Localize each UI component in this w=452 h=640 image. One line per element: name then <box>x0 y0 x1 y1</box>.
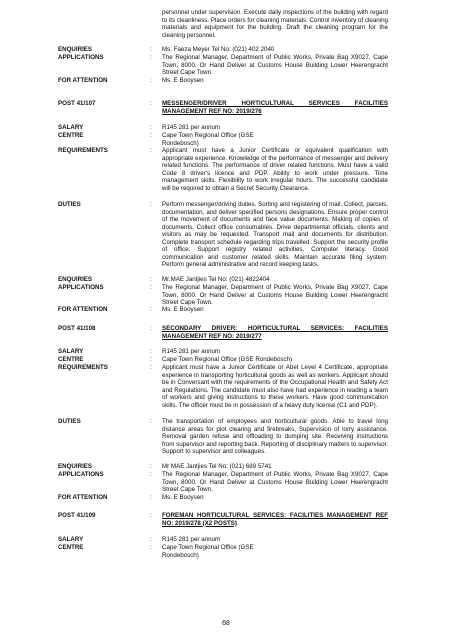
post-id: POST 41/108 <box>58 325 96 332</box>
row-label: DUTIES <box>58 201 81 208</box>
post-title: SECONDARY DRIVER: HORTICULTURAL SERVICES: FACILITIES MANAGEMENT REF NO: 2019/277 <box>162 325 388 340</box>
row-value: Applicant must have a Junior Certificate or Abet Level 4 Certificate, appropriate experience in transporting horticultural goods as well as workers. Applicant should be in Conversant with the requirements of the Occupational Health and Safety Act and Regulations. The candidate must also have had experience in leading a team of workers and giving instructions to these workers. Have good communication skills. The officer must be in possession of a heavy duty license (C1 and PDP). <box>162 364 388 409</box>
row-label: DUTIES <box>58 418 81 425</box>
intro-paragraph: personnel under supervision. Execute daily inspections of the building with regard to its cleanliness. Place orders for cleaning materials. Control inventory of cleaning materials and equipment for the building. Draft the cleaning program for the cleaning personnel. <box>162 9 388 39</box>
row-label: REQUIREMENTS <box>58 364 108 371</box>
row-value: Mr MAE Jantjies Tel No: (021) 689 5741 <box>162 463 272 470</box>
row-label: ENQUIRIES <box>58 46 93 53</box>
row-label: CENTRE <box>58 356 84 363</box>
row-label: CENTRE <box>58 544 84 551</box>
post-id: POST 41/109 <box>58 512 96 519</box>
row-label: APPLICATIONS <box>58 284 104 291</box>
document-page: personnel under supervision. Execute daily inspections of the building with regard to its cleanliness. Place orders for cleaning materials. Control inventory of cleaning materials and equipment for the building. Draft the cleaning program for the cleaning personnel. ENQUIRIES : Ms. Faeza Meyer Tel No: (021) 402 2040 APPLICATIONS : The Regional Manager, Department of Public Works, Private Bag X9027, Cape Town, 8000. Or Hand Deliver at Customs House Building Lower Heerengracht Street Cape Town. FOR ATTENTION : Ms. E Booysen POST 41/107 : MESSENGER/DRIVER HORTICULTURAL SERVICES FACILITIES MANAGEMENT REF NO: 2019/276 SALARY : R145 281 per annum CENTRE : Cape Town Regional Office (GSE Rondebosch) REQUIREMENTS : Applicant must have a Junior Certificate or equivalent qualification with appropriate experience. Knowledge of the performance of messenger and delivery related functions. The performance of driver related functions. Must have a valid Code 8 driver's licence and PDP. Ability to work under pressure. Time management skills. Flexibility to work irregular hours. The successful candidate will be required to obtain a Secret Security Clearance. DUTIES : Perform messenger/driving duties. Sorting and registering of mail. Collect, parcels, documentation, and deliver specified persons designations. Ensure proper control of the movement of documents and face value documents. Making of copies of documents. Collect office consumables. Drive departmental officials, clients and visitors as may be requested. Transport mail and documents for distribution. Complete transport schedule regarding trips travelled. Support the security profile of office. Support registry related activities. Computer literacy. Good communication and customer related skills. Maintain accurate filing system. Perform general administrative and record keeping tasks. ENQUIRIES : Mr.MAE Jantjies Tel No: (021) 4822404 APPLICATIONS : The Regional Manager, Department of Public Works, Private Bag X9027, Cape Town, 8000. Or Hand Deliver at Customs House Building Lower Heerengracht Street Cape Town. FOR ATTENTION : Ms. E Booysen POST 41/108 : SECONDARY DRIVER: HORTICULTURAL SERVICES: FACILITIES MANAGEMENT REF NO: 2019/277 SALARY : R145 281 per annum CENTRE : Cape Town Regional Office (GSE Rondebosch) REQUIREMENTS : Applicant must have a Junior Certificate or Abet Level 4 Certificate, appropriate experience in transporting horticultural goods as well as workers. Applicant should be in Conversant with the requirements of the Occupational Health and Safety Act and Regulations. The candidate must also have had experience in leading a team of workers and giving instructions to these workers. Have good communication skills. The officer must be in possession of a heavy duty license (C1 and PDP). DUTIES : The transportation of employees and horticultural goods. Able to travel long distance areas for plot clearing and firebreaks, Supervision of lorry assistance. Removal garden refuse and offloading to dumping site. Receiving instructions from supervisor and reporting back. Reporting of disciplinary matters to supervisor. Support to supervisor and colleagues. ENQUIRIES : Mr MAE Jantjies Tel No: (021) 689 5741 APPLICATIONS : The Regional Manager, Department of Public Works, Private Bag X9027, Cape Town, 8000. Or Hand Deliver at Customs House Building Lower Heerengracht Street Cape Town. FOR ATTENTION : Ms. E Booysen POST 41/109 : FOREMAN HORTICULTURAL SERVICES: FACILITIES MANAGEMENT REF NO: 2019/278 (X2 POSTS) SALARY : R145 281 per annum CENTRE : Cape Town Regional Office (GSE Rondebosch) 68 <box>0 0 452 640</box>
row-value: R145 281 per annum <box>162 124 221 131</box>
row-value: The Regional Manager, Department of Public Works, Private Bag X9027, Cape Town, 8000. Or Hand Deliver at Customs House Building Lower Heerengracht Street Cape Town. <box>162 54 388 76</box>
row-value: Cape Town Regional Office (GSE Rondebosch) <box>162 132 254 147</box>
row-value: Cape Town Regional Office (GSE Rondebosch) <box>162 356 293 363</box>
row-label: SALARY <box>58 124 84 131</box>
row-value: The transportation of employees and horticultural goods. Able to travel long distance areas for plot clearing and firebreaks, Supervision of lorry assistance. Removal garden refuse and offloading to dumping site. Receiving instructions from supervisor and reporting back. Reporting of disciplinary matters to supervisor. Support to supervisor and colleagues. <box>162 418 388 455</box>
row-value: Cape Town Regional Office (GSE Rondebosch) <box>162 544 254 559</box>
post-id: POST 41/107 <box>58 100 96 107</box>
page-number: 68 <box>222 620 230 627</box>
row-label: APPLICATIONS <box>58 471 104 478</box>
row-value: The Regional Manager, Department of Public Works, Private Bag X9027, Cape Town, 8000. Or Hand Deliver at Customs House Building Lower Heerengracht Street Cape Town. <box>162 471 388 493</box>
row-value: The Regional Manager, Department of Public Works, Private Bag X9027, Cape Town, 8000. Or Hand Deliver at Customs House Building Lower Heerengracht Street Cape Town. <box>162 284 388 306</box>
row-value: Ms. E Booysen <box>162 77 204 84</box>
row-label: FOR ATTENTION <box>58 77 108 84</box>
post-title: MESSENGER/DRIVER HORTICULTURAL SERVICES FACILITIES MANAGEMENT REF NO: 2019/276 <box>162 100 388 115</box>
row-value: R145 281 per annum <box>162 536 221 543</box>
post-title: FOREMAN HORTICULTURAL SERVICES: FACILITIES MANAGEMENT REF NO: 2019/278 (X2 POSTS) <box>162 512 388 527</box>
row-label: ENQUIRIES <box>58 463 93 470</box>
row-value: Mr.MAE Jantjies Tel No: (021) 4822404 <box>162 276 270 283</box>
row-label: APPLICATIONS <box>58 54 104 61</box>
row-label: ENQUIRIES <box>58 276 93 283</box>
row-label: FOR ATTENTION <box>58 306 108 313</box>
row-value: Perform messenger/driving duties. Sorting and registering of mail. Collect, parcels, documentation, and deliver specified persons designations. Ensure proper control of the movement of documents and face value documents. Making of copies of documents. Collect office consumables. Drive departmental officials, clients and visitors as may be requested. Transport mail and documents for distribution. Complete transport schedule regarding trips travelled. Support the security profile of office. Support registry related activities. Computer literacy. Good communication and customer related skills. Maintain accurate filing system. Perform general administrative and record keeping tasks. <box>162 201 388 268</box>
row-value: Ms. E Booysen <box>162 494 204 501</box>
row-value: Ms. Faeza Meyer Tel No: (021) 402 2040 <box>162 46 275 53</box>
row-label: CENTRE <box>58 132 84 139</box>
row-label: FOR ATTENTION <box>58 494 108 501</box>
row-label: SALARY <box>58 348 84 355</box>
row-label: SALARY <box>58 536 84 543</box>
row-value: R145 281 per annum <box>162 348 221 355</box>
row-value: Applicant must have a Junior Certificate or equivalent qualification with appropriate experience. Knowledge of the performance of messenger and delivery related functions. The performance of driver related functions. Must have a valid Code 8 driver's licence and PDP. Ability to work under pressure. Time management skills. Flexibility to work irregular hours. The successful candidate will be required to obtain a Secret Security Clearance. <box>162 147 388 192</box>
row-label: REQUIREMENTS <box>58 147 108 154</box>
row-value: Ms. E Booysen <box>162 306 204 313</box>
